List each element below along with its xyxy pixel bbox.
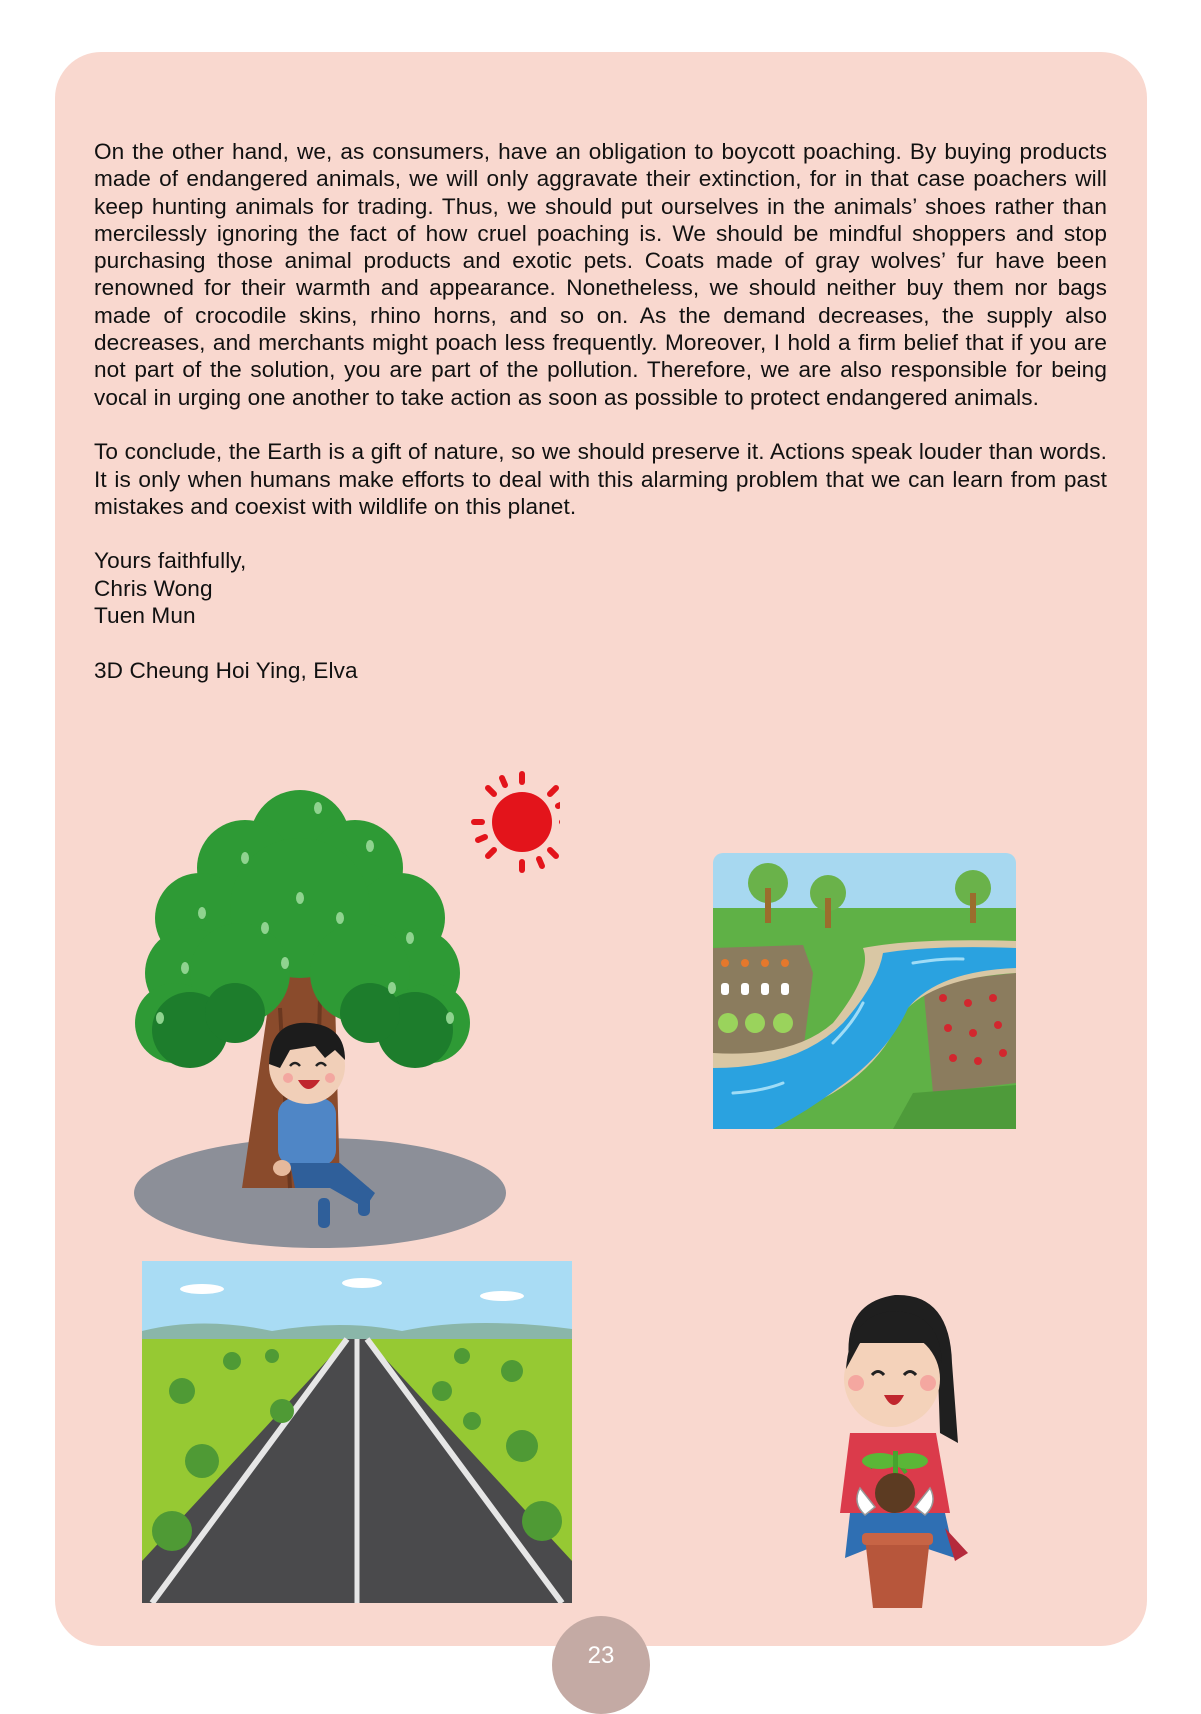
boy-under-tree-illustration — [130, 768, 560, 1250]
closing-line: Yours faithfully, — [94, 548, 247, 574]
paragraph-conclusion: To conclude, the Earth is a gift of nature, so we should preserve it. Actions speak louder than words. It is only when humans make efforts to deal with this alarming problem that we can learn from past mistakes and coexist with wildlife on this planet. — [94, 439, 1107, 519]
signature-name: Chris Wong — [94, 575, 213, 601]
signature-place: Tuen Mun — [94, 603, 196, 629]
page-number-badge — [552, 1616, 650, 1714]
page-number: 23 — [587, 1642, 615, 1669]
paragraph-boycott-poaching: On the other hand, we, as consumers, have an obligation to boycott poaching. By buying products made of endangered animals, we will only aggravate their extinction, for in that case poachers will keep hunting animals for trading. Thus, we should put ourselves in the animals’ shoes rather than mercilessly ignoring the fact of how cruel poaching is. We should be mindful shoppers and stop purchasing those animal products and exotic pets. Coats made of gray wolves’ fur have been renowned for their warmth and appearance. Nonetheless, we should neither buy them nor bags made of crocodile skins, rhino horns, and so on. As the demand decreases, the supply also decreases, and merchants might poach less frequently. Moreover, I hold a firm belief that if you are not part of the solution, you are part of the pollution. Therefore, we are also responsible for being vocal in urging one another to take action as soon as possible to protect endangered animals. — [94, 139, 1107, 410]
girl-planting-illustration — [830, 1283, 980, 1613]
letter-body — [94, 138, 1107, 711]
river-farmland-illustration — [713, 853, 1016, 1129]
sun-icon — [474, 774, 560, 870]
planting-girl-icon — [840, 1295, 968, 1608]
road-illustration — [142, 1261, 572, 1603]
author-credit: 3D Cheung Hoi Ying, Elva — [94, 657, 358, 683]
signature-block — [94, 547, 1107, 629]
